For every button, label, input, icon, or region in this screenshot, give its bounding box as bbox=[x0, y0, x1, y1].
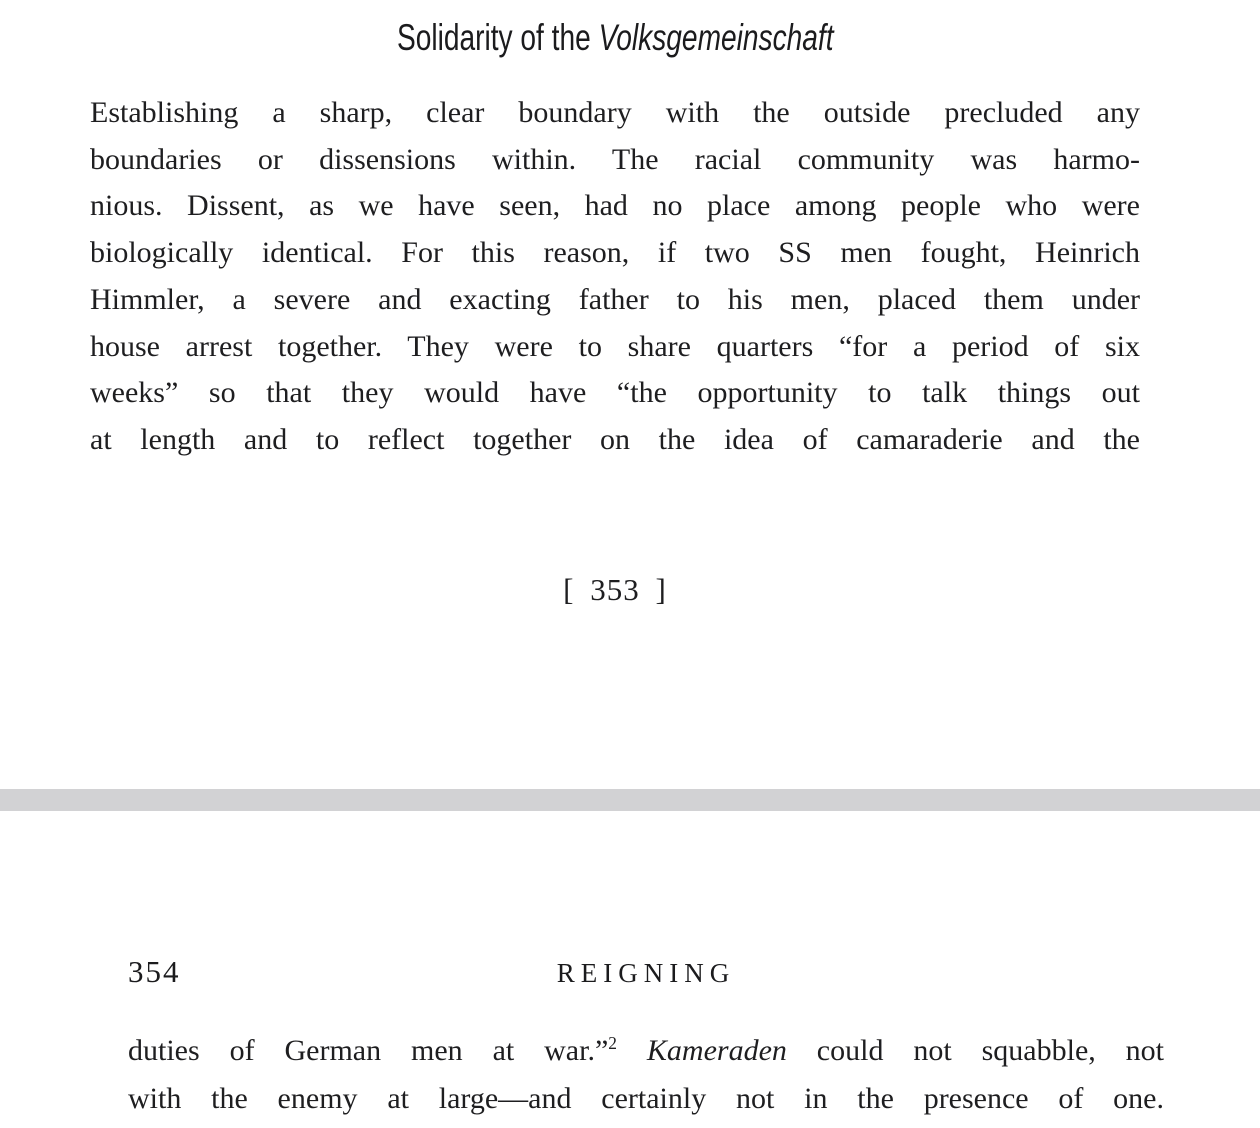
text-line: at length and to reflect together on the idea of camaraderie and the bbox=[90, 422, 1140, 456]
text-line: weeks” so that they would have “the opportunity to talk things out bbox=[90, 376, 1140, 410]
text-line: biologically identical. For this reason, if two SS men fought, Heinrich bbox=[90, 236, 1140, 270]
italic-term: Kameraden bbox=[616, 1034, 787, 1067]
text-line: with the enemy at large—and certainly not in the presence of one. bbox=[128, 1081, 1164, 1115]
chapter-title-italic: Volksgemeinschaft bbox=[598, 17, 834, 58]
text-line: boundaries or dissensions within. The racial community was harmo- bbox=[90, 142, 1140, 176]
chapter-header bbox=[90, 16, 1140, 60]
footnote-reference: 2 bbox=[608, 1033, 617, 1053]
text-line: Himmler, a severe and exacting father to his men, placed them under bbox=[90, 282, 1140, 316]
text-line: house arrest together. They were to share quarters “for a period of six bbox=[90, 329, 1140, 363]
running-head bbox=[128, 954, 1164, 990]
chapter-title bbox=[397, 16, 834, 60]
text-line: Establishing a sharp, clear boundary with the outside precluded any bbox=[90, 96, 1140, 129]
paragraph-page-354 bbox=[128, 1027, 1164, 1122]
text-segment: could not squabble, not bbox=[786, 1034, 1165, 1067]
page-number-354: 354 bbox=[128, 954, 181, 989]
running-head-title: REIGNING bbox=[556, 958, 736, 988]
text-line: nious. Dissent, as we have seen, had no place among people who were bbox=[90, 189, 1140, 223]
page-number-353: [ 353 ] bbox=[563, 572, 667, 607]
text-line bbox=[128, 1027, 1164, 1075]
paragraph-page-353 bbox=[90, 90, 1140, 464]
text-segment: duties of German men at war.” bbox=[128, 1034, 609, 1067]
chapter-title-regular: Solidarity of the bbox=[396, 17, 591, 58]
page-separator-bar bbox=[0, 789, 1260, 811]
